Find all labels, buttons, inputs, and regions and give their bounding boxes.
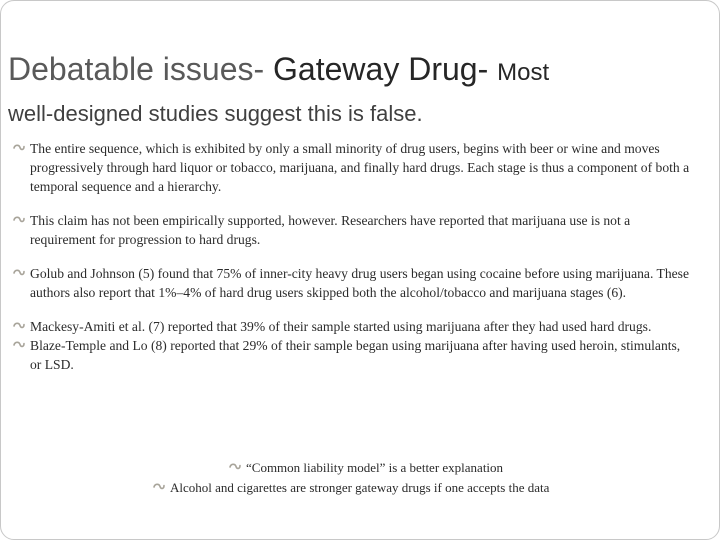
curl-bullet-icon (13, 143, 25, 152)
sub-bullet-item (151, 478, 711, 498)
bullet-item (11, 211, 691, 249)
title-part-most: Most (497, 59, 550, 86)
bullet-item (11, 336, 691, 374)
title-part-debatable: Debatable issues- (8, 51, 274, 87)
slide-title (8, 49, 708, 130)
curl-bullet-icon (13, 321, 25, 330)
sub-bullet-text: “Common liability model” is a better explanation (246, 460, 504, 475)
curl-bullet-icon (13, 340, 25, 349)
bullet-item (11, 139, 691, 196)
sub-bullet-group-1 (227, 458, 720, 478)
curl-bullet-icon (13, 268, 25, 277)
bullet-text: The entire sequence, which is exhibited by only a small minority of drug users, begins with beer or wine and moves progressively through hard liquor or tobacco, marijuana, and finally hard drugs. Each stage is thus a component of both a temporal sequence and a hierarchy. (30, 141, 690, 194)
title-line2: well-designed studies suggest this is false. (8, 100, 423, 126)
sub-bullet-group-2 (151, 478, 711, 498)
sub-bullet-item (227, 458, 720, 478)
curl-bullet-icon (153, 482, 165, 491)
bullet-text: Golub and Johnson (5) found that 75% of inner-city heavy drug users began using cocaine before using marijuana. These authors also report that 1%–4% of hard drug users skipped both the alcohol/tobacco and marijuana stages (6). (30, 266, 689, 300)
bullet-item (11, 264, 691, 302)
bullet-list (11, 139, 691, 374)
sub-bullet-text: Alcohol and cigarettes are stronger gateway drugs if one accepts the data (170, 480, 550, 495)
bullet-text: Mackesy-Amiti et al. (7) reported that 39% of their sample started using marijuana after they had used hard drugs. (30, 319, 652, 334)
curl-bullet-icon (13, 215, 25, 224)
curl-bullet-icon (229, 462, 241, 471)
bullet-text: Blaze-Temple and Lo (8) reported that 29% of their sample began using marijuana after having used heroin, stimulants, or LSD. (30, 338, 681, 372)
bullet-text: This claim has not been empirically supported, however. Researchers have reported that marijuana use is not a requirement for progression to hard drugs. (30, 213, 631, 247)
bullet-item (11, 317, 691, 336)
title-part-gateway: Gateway Drug- (273, 51, 498, 87)
